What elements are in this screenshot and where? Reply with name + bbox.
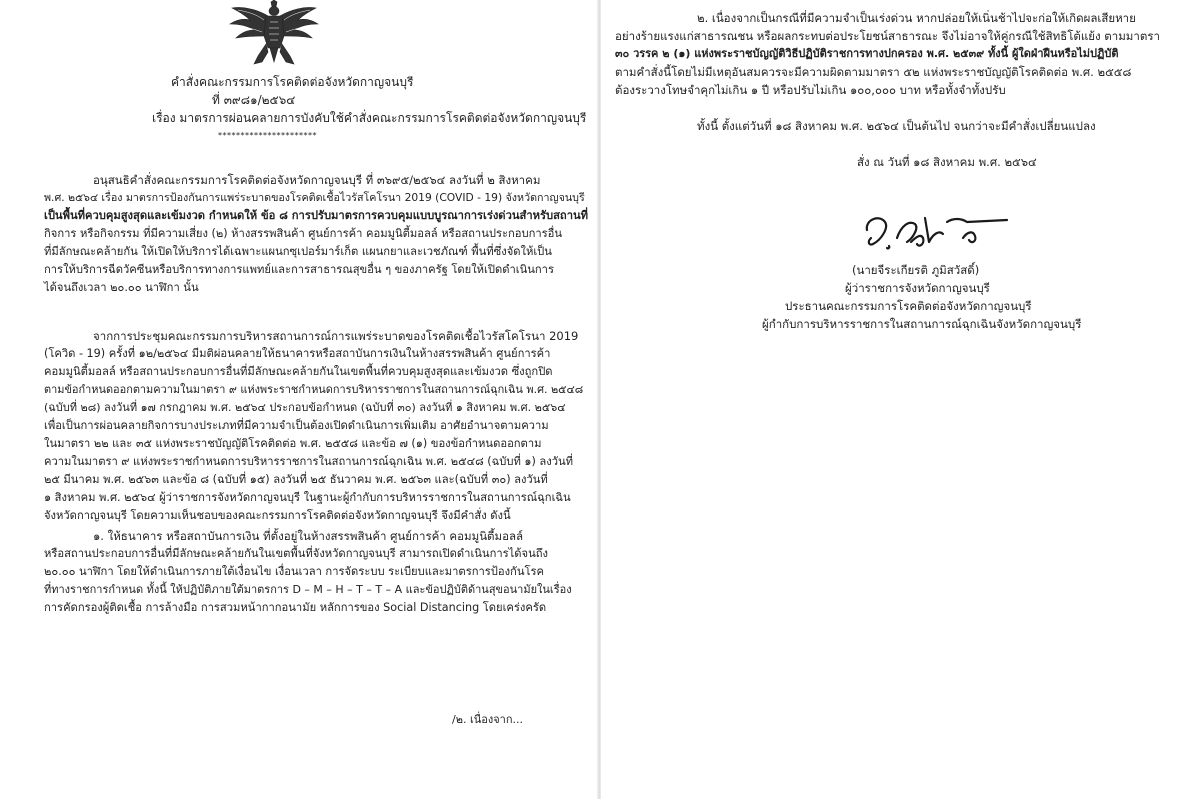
paragraph-line: ในมาตรา ๒๒ และ ๓๕ แห่งพระราชบัญญัติโรคติดต่อ พ.ศ. ๒๕๕๘ และข้อ ๗ (๑) ของข้อกำหนดออกตาม bbox=[44, 437, 542, 450]
paragraph-line: (โควิด - 19) ครั้งที่ ๑๒/๒๕๖๔ มีมติผ่อนคลายให้ธนาคารหรือสถาบันการเงินในห้างสรรพสินค้า ศูนย์การค้า bbox=[44, 347, 551, 360]
order-number: ที่ ๓๙๘๑/๒๕๖๔ bbox=[212, 93, 296, 107]
handwritten-signature bbox=[857, 208, 1017, 260]
paragraph-line: การให้บริการฉีดวัคซีนหรือบริการทางการแพทย์และการสาธารณสุขอื่น ๆ ของภาครัฐ โดยให้เปิดดำเนินการ bbox=[44, 263, 554, 276]
paragraph-line: ต้องระวางโทษจำคุกไม่เกิน ๑ ปี หรือปรับไม่เกิน ๑๐๐,๐๐๐ บาท หรือทั้งจำทั้งปรับ bbox=[615, 83, 1006, 97]
document-page-right bbox=[601, 0, 1200, 799]
paragraph-line: ๓๐ วรรค ๒ (๑) แห่งพระราชบัญญัติวิธีปฏิบัติราชการทางปกครอง พ.ศ. ๒๕๓๙ ทั้งนี้ ผู้ใดฝ่าฝืนหรือไม่ปฏิบัติ bbox=[615, 47, 1119, 60]
paragraph-line: ตามคำสั่งนี้โดยไม่มีเหตุอันสมควรจะมีความผิดตามมาตรา ๕๒ แห่งพระราชบัญญัติโรคติดต่อ พ.ศ. ๒๕๕๘ bbox=[615, 65, 1132, 79]
paragraph-line: อนุสนธิคำสั่งคณะกรรมการโรคติดต่อจังหวัดกาญจนบุรี ที่ ๓๖๙๕/๒๕๖๔ ลงวันที่ ๒ สิงหาคม bbox=[93, 173, 541, 187]
signer-name: (นายจีระเกียรติ ภูมิสวัสดิ์) bbox=[852, 263, 980, 277]
order-date: สั่ง ณ วันที่ ๑๘ สิงหาคม พ.ศ. ๒๕๖๔ bbox=[857, 155, 1037, 169]
paragraph-line: ทั้งนี้ ตั้งแต่วันที่ ๑๘ สิงหาคม พ.ศ. ๒๕๖๔ เป็นต้นไป จนกว่าจะมีคำสั่งเปลี่ยนแปลง bbox=[697, 119, 1096, 133]
paragraph-line: อย่างร้ายแรงแก่สาธารณชน หรือผลกระทบต่อประโยชน์สาธารณะ จึงไม่อาจให้คู่กรณีใช้สิทธิโต้แย้ง ตามมาตรา bbox=[615, 29, 1160, 43]
paragraph-line: ที่ทางราชการกำหนด ทั้งนี้ ให้ปฏิบัติภายใต้มาตรการ D – M – H – T – T – A และข้อปฏิบัติด้านสุขอนามัยในเรื่อง bbox=[44, 583, 572, 596]
paragraph-line: ๑. ให้ธนาคาร หรือสถาบันการเงิน ที่ตั้งอยู่ในห้างสรรพสินค้า ศูนย์การค้า คอมมูนิตี้มอลล์ bbox=[93, 529, 524, 543]
paragraph-line: ๒๕ มีนาคม พ.ศ. ๒๕๖๓ และข้อ ๘ (ฉบับที่ ๑๕) ลงวันที่ ๒๕ ธันวาคม พ.ศ. ๒๕๖๓ และ(ฉบับที่ ๓๐) ลงวันที่ bbox=[44, 473, 548, 486]
paragraph-line: จังหวัดกาญจนบุรี โดยความเห็นชอบของคณะกรรมการโรคติดต่อจังหวัดกาญจนบุรี จึงมีคำสั่ง ดังนี้ bbox=[44, 509, 511, 522]
signer-title: ประธานคณะกรรมการโรคติดต่อจังหวัดกาญจนบุรี bbox=[785, 299, 1032, 313]
order-title: คำสั่งคณะกรรมการโรคติดต่อจังหวัดกาญจนบุรี bbox=[171, 75, 414, 89]
paragraph-line: ความในมาตรา ๙ แห่งพระราชกำหนดการบริหารราชการในสถานการณ์ฉุกเฉิน พ.ศ. ๒๕๔๘ (ฉบับที่ ๑) ลงวันที่ bbox=[44, 455, 574, 468]
separator-stars: ********************** bbox=[218, 131, 317, 140]
paragraph-line: หรือสถานประกอบการอื่นที่มีลักษณะคล้ายกันในเขตพื้นที่จังหวัดกาญจนบุรี สามารถเปิดดำเนินการได้จนถึง bbox=[44, 547, 548, 560]
signer-title: ผู้กำกับการบริหารราชการในสถานการณ์ฉุกเฉินจังหวัดกาญจนบุรี bbox=[762, 317, 1082, 331]
document-page-left bbox=[0, 0, 599, 799]
paragraph-line: เป็นพื้นที่ควบคุมสูงสุดและเข้มงวด กำหนดให้ ข้อ ๘ การปรับมาตรการควบคุมแบบบูรณาการเร่งด่วนสำหรับสถานที่ bbox=[44, 209, 589, 222]
paragraph-line: คอมมูนิตี้มอลล์ หรือสถานประกอบการอื่นที่มีลักษณะคล้ายกันในเขตพื้นที่ควบคุมสูงสุดและเข้มงวด ซึ่งถูกปิด bbox=[44, 365, 553, 378]
paragraph-line: ตามข้อกำหนดออกตามความในมาตรา ๙ แห่งพระราชกำหนดการบริหารราชการในสถานการณ์ฉุกเฉิน พ.ศ. ๒๕๔๘ bbox=[44, 383, 584, 396]
signer-title: ผู้ว่าราชการจังหวัดกาญจนบุรี bbox=[845, 281, 990, 295]
paragraph-line: ได้จนถึงเวลา ๒๐.๐๐ นาฬิกา นั้น bbox=[44, 281, 199, 294]
paragraph-line: (ฉบับที่ ๒๘) ลงวันที่ ๑๗ กรกฎาคม พ.ศ. ๒๕๖๔ ประกอบข้อกำหนด (ฉบับที่ ๓๐) ลงวันที่ ๑ สิงหาคม พ.ศ. ๒๕๖๔ bbox=[44, 401, 566, 414]
paragraph-line: การคัดกรองผู้ติดเชื้อ การล้างมือ การสวมหน้ากากอนามัย หลักการของ Social Distancing โดยเคร่งครัด bbox=[44, 601, 547, 614]
paragraph-line: ที่มีลักษณะคล้ายกัน ให้เปิดให้บริการได้เฉพาะแผนกซุเปอร์มาร์เก็ต แผนกยาและเวชภัณฑ์ พื้นที่ซึ่งจัดให้เป็น bbox=[44, 245, 552, 258]
continuation-note: /๒. เนื่องจาก... bbox=[452, 713, 523, 726]
garuda-emblem-icon bbox=[228, 0, 320, 66]
paragraph-line: กิจการ หรือกิจกรรม ที่มีความเสี่ยง (๒) ห้างสรรพสินค้า ศูนย์การค้า คอมมูนิตี้มอลล์ หรือสถานประกอบการอื่น bbox=[44, 227, 562, 240]
paragraph-line: เพื่อเป็นการผ่อนคลายกิจการบางประเภทที่มีความจำเป็นต้องเปิดดำเนินการเพิ่มเติม อาศัยอำนาจตามความ bbox=[44, 419, 549, 432]
paragraph-line: จากการประชุมคณะกรรมการบริหารสถานการณ์การแพร่ระบาดของโรคติดเชื้อไวรัสโคโรนา 2019 bbox=[93, 329, 579, 343]
order-subject: เรื่อง มาตรการผ่อนคลายการบังคับใช้คำสั่งคณะกรรมการโรคติดต่อจังหวัดกาญจนบุรี bbox=[152, 111, 587, 125]
paragraph-line: ๒. เนื่องจากเป็นกรณีที่มีความจำเป็นเร่งด่วน หากปล่อยให้เนิ่นช้าไปจะก่อให้เกิดผลเสียหาย bbox=[697, 11, 1136, 25]
paragraph-line: พ.ศ. ๒๕๖๔ เรื่อง มาตรการป้องกันการแพร่ระบาดของโรคติดเชื้อไวรัสโคโรนา 2019 (COVID - 19) จังหวัดกาญจนบุรี bbox=[44, 191, 585, 204]
paragraph-line: ๑ สิงหาคม พ.ศ. ๒๕๖๔ ผู้ว่าราชการจังหวัดกาญจนบุรี ในฐานะผู้กำกับการบริหารราชการในสถานการณ์ฉุกเฉิน bbox=[44, 491, 571, 504]
paragraph-line: ๒๐.๐๐ นาฬิกา โดยให้ดำเนินการภายใต้เงื่อนไข เงื่อนเวลา การจัดระบบ ระเบียบและมาตรการป้องกันโรค bbox=[44, 565, 544, 578]
